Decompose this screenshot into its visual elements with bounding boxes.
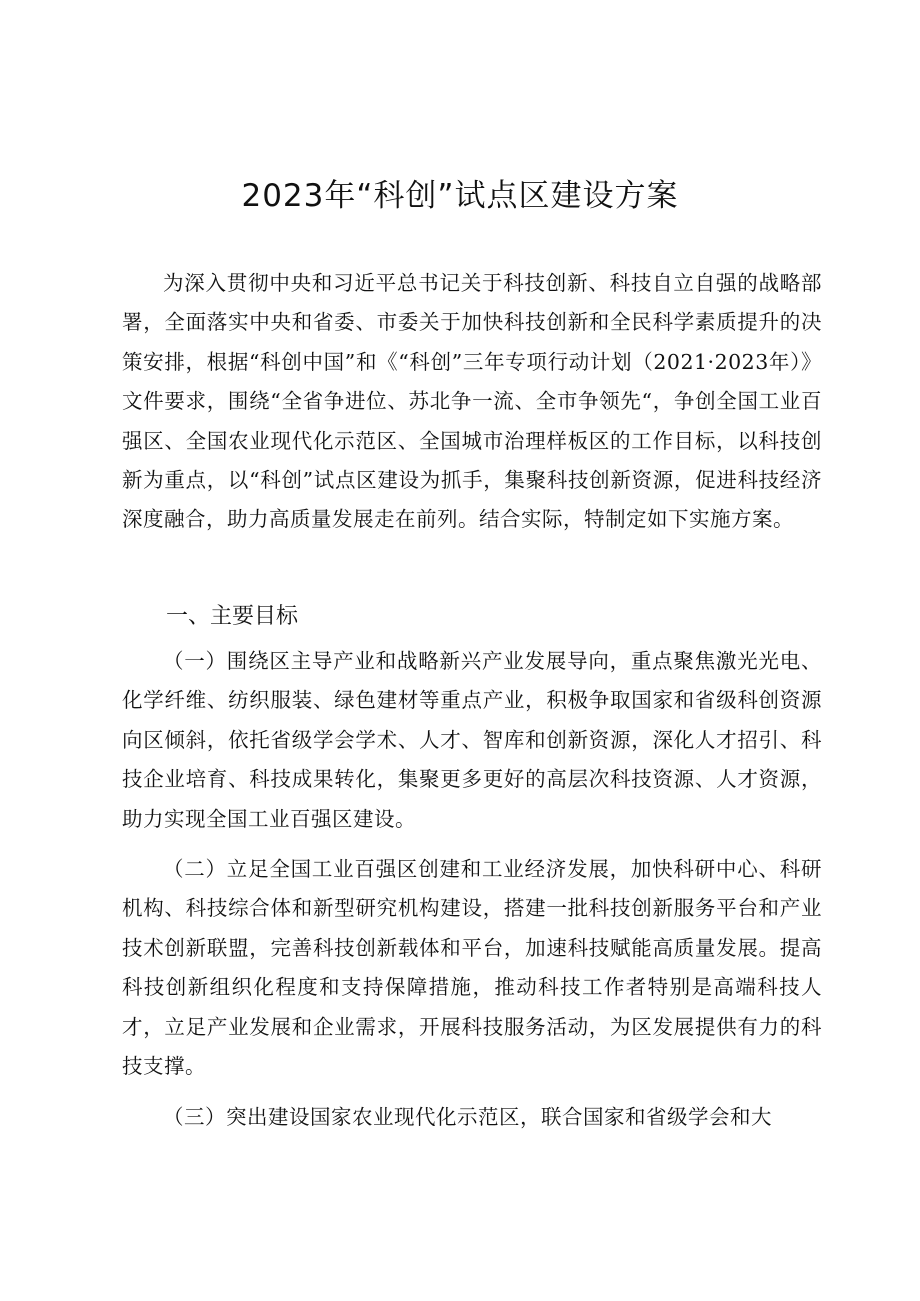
objective-item-3: （三）突出建设国家农业现代化示范区，联合国家和省级学会和大	[163, 1105, 772, 1129]
intro-paragraph: 为深入贯彻中央和习近平总书记关于科技创新、科技自立自强的战略部署，全面落实中央和省委、市委关于加快科技创新和全民科学素质提升的决策安排，根据“科创中国”和《“科创”三年专项行动计划（2021·2023年）》文件要求，围绕“全省争进位、苏北争一流、全市争领先“，争创全国工业百强区、全国农业现代化示范区、全国城市治理样板区的工作目标，以科技创新为重点，以“科创”试点区建设为抓手，集聚科技创新资源，促进科技经济深度融合，助力高质量发展走在前列。结合实际，特制定如下实施方案。	[122, 271, 822, 532]
objective-item-1: （一）围绕区主导产业和战略新兴产业发展导向，重点聚焦激光光电、化学纤维、纺织服装、绿色建材等重点产业，积极争取国家和省级科创资源向区倾斜，依托省级学会学术、人才、智库和创新资源，深化人才招引、科技企业培育、科技成果转化，集聚更多更好的高层次科技资源、人才资源，助力实现全国工业百强区建设。	[122, 649, 822, 831]
document-title: 2023年“科创”试点区建设方案	[241, 178, 679, 214]
section-heading: 一、主要目标	[166, 604, 299, 629]
objective-item-2: （二）立足全国工业百强区创建和工业经济发展，加快科研中心、科研机构、科技综合体和新型研究机构建设，搭建一批科技创新服务平台和产业技术创新联盟，完善科技创新载体和平台，加速科技赋能高质量发展。提高科技创新组织化程度和支持保障措施，推动科技工作者特别是高端科技人才，立足产业发展和企业需求，开展科技服务活动，为区发展提供有力的科技支撑。	[122, 857, 822, 1079]
